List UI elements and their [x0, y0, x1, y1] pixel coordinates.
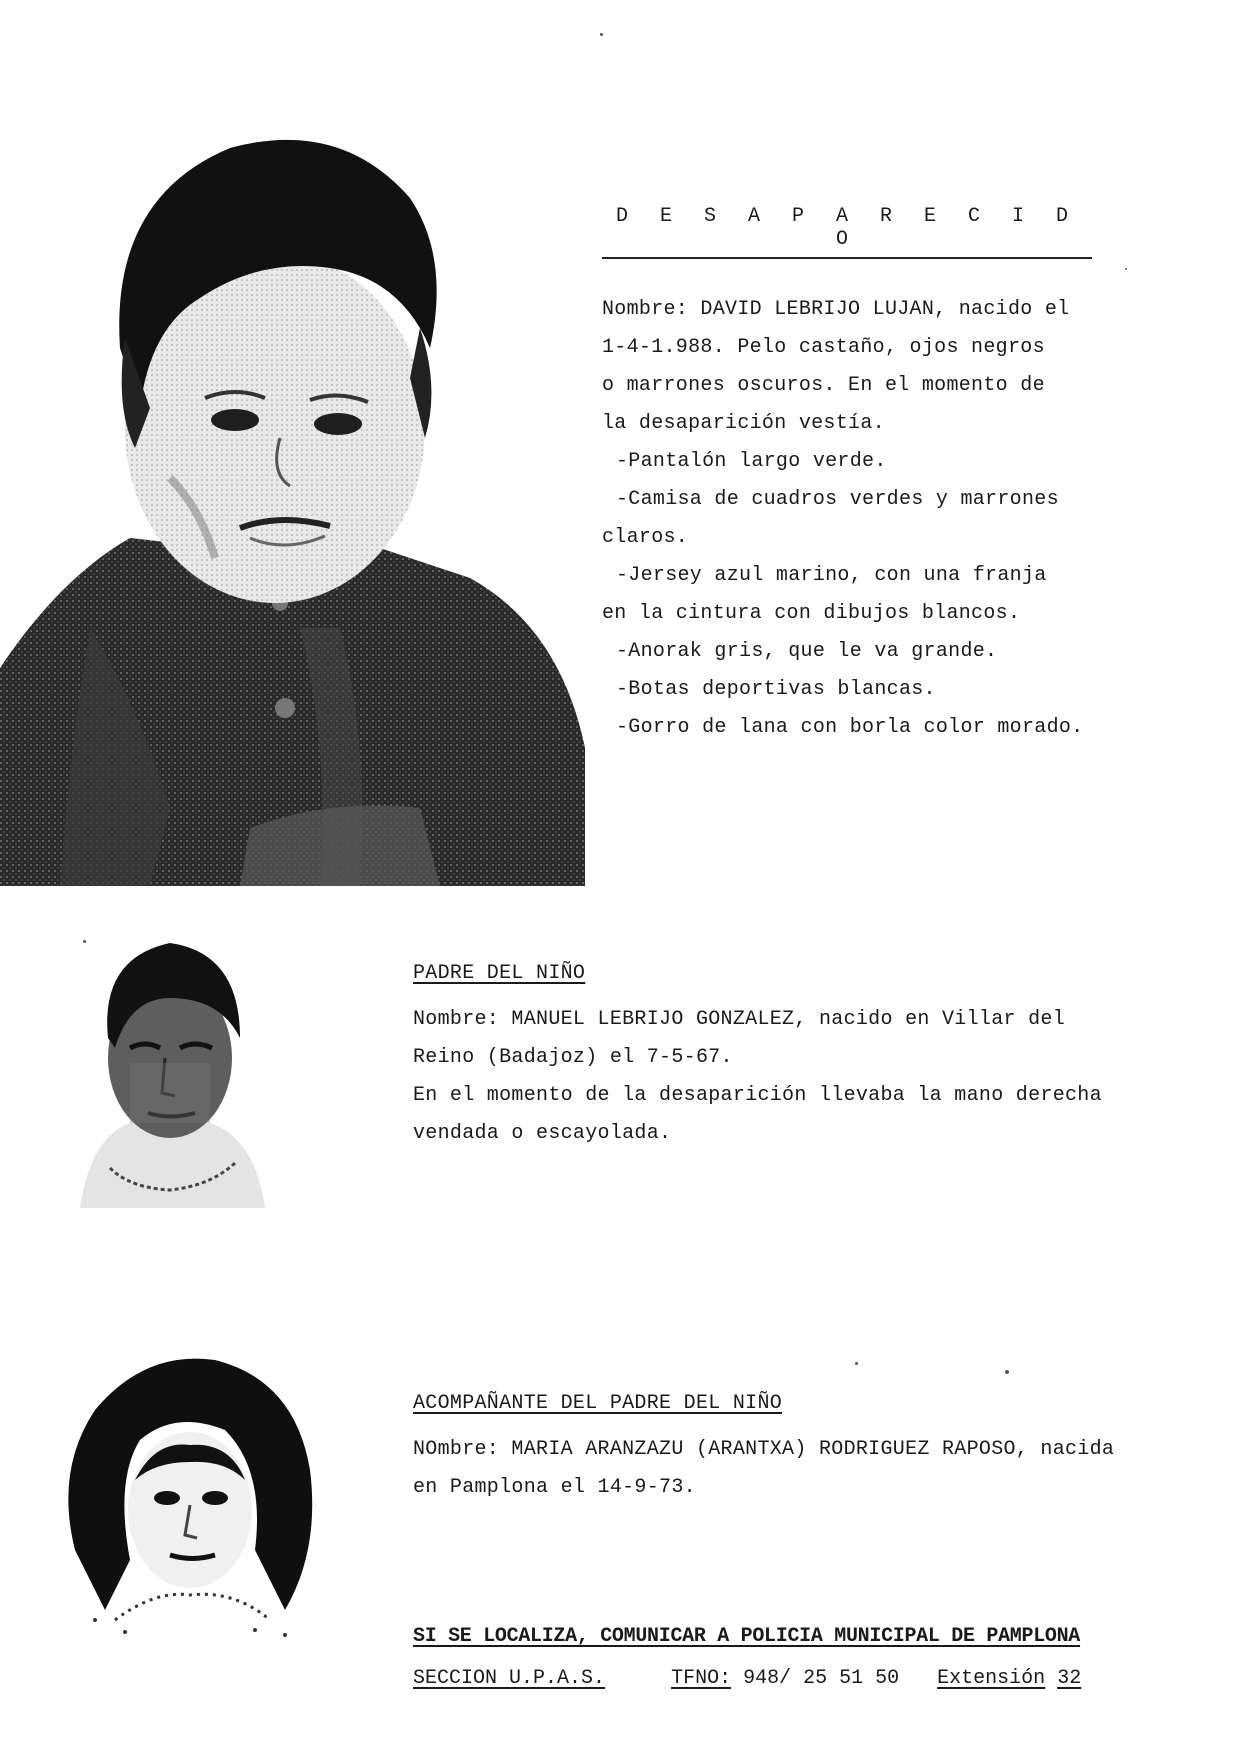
- companion-photo-image: [55, 1350, 325, 1640]
- missing-child-section: [602, 205, 1092, 747]
- scan-speck: [855, 1362, 858, 1365]
- clothing-item: -Botas deportivas blancas.: [616, 678, 936, 701]
- father-photo: [70, 928, 270, 1208]
- companion-line: en Pamplona el 14-9-73.: [413, 1476, 696, 1499]
- companion-photo: [55, 1350, 325, 1640]
- scan-speck: [83, 940, 86, 943]
- contact-details: [413, 1658, 1081, 1700]
- child-photo: [0, 108, 585, 886]
- extension-number: 32: [1057, 1667, 1082, 1690]
- scan-speck: [1125, 268, 1127, 270]
- scan-speck: [1005, 1370, 1009, 1374]
- section-name: SECCION U.P.A.S.: [413, 1667, 606, 1690]
- father-heading: PADRE DEL NIÑO: [413, 962, 586, 985]
- companion-section: [413, 1385, 1114, 1507]
- missing-line: 1-4-1.988. Pelo castaño, ojos negros: [602, 336, 1045, 359]
- missing-line: Nombre: DAVID LEBRIJO LUJAN, nacido el: [602, 298, 1070, 321]
- father-line: Nombre: MANUEL LEBRIJO GONZALEZ, nacido en Villar del: [413, 1008, 1066, 1031]
- contact-footer: [413, 1616, 1081, 1700]
- clothing-item: -Anorak gris, que le va grande.: [616, 640, 998, 663]
- clothing-item: -Camisa de cuadros verdes y marrones: [616, 488, 1059, 511]
- extension-label: Extensión: [937, 1667, 1046, 1690]
- phone-label: TFNO:: [671, 1667, 732, 1690]
- father-photo-image: [70, 928, 270, 1208]
- missing-line: en la cintura con dibujos blancos.: [602, 602, 1021, 625]
- clothing-item: -Pantalón largo verde.: [616, 450, 887, 473]
- clothing-item: -Gorro de lana con borla color morado.: [616, 716, 1084, 739]
- father-line: En el momento de la desaparición llevaba la mano derecha: [413, 1084, 1102, 1107]
- father-section: [413, 955, 1102, 1153]
- missing-line: claros.: [602, 526, 689, 549]
- clothing-item: -Jersey azul marino, con una franja: [616, 564, 1047, 587]
- contact-notice: SI SE LOCALIZA, COMUNICAR A POLICIA MUNICIPAL DE PAMPLONA: [413, 1625, 1081, 1648]
- companion-heading: ACOMPAÑANTE DEL PADRE DEL NIÑO: [413, 1392, 783, 1415]
- scan-speck: [600, 33, 603, 36]
- phone-number: 948/ 25 51 50: [743, 1667, 900, 1690]
- missing-line: o marrones oscuros. En el momento de: [602, 374, 1045, 397]
- father-line: vendada o escayolada.: [413, 1122, 672, 1145]
- missing-heading: D E S A P A R E C I D O: [602, 205, 1092, 259]
- child-photo-image: [0, 108, 585, 886]
- companion-line: NOmbre: MARIA ARANZAZU (ARANTXA) RODRIGUEZ RAPOSO, nacida: [413, 1438, 1115, 1461]
- missing-line: la desaparición vestía.: [602, 412, 885, 435]
- father-line: Reino (Badajoz) el 7-5-67.: [413, 1046, 733, 1069]
